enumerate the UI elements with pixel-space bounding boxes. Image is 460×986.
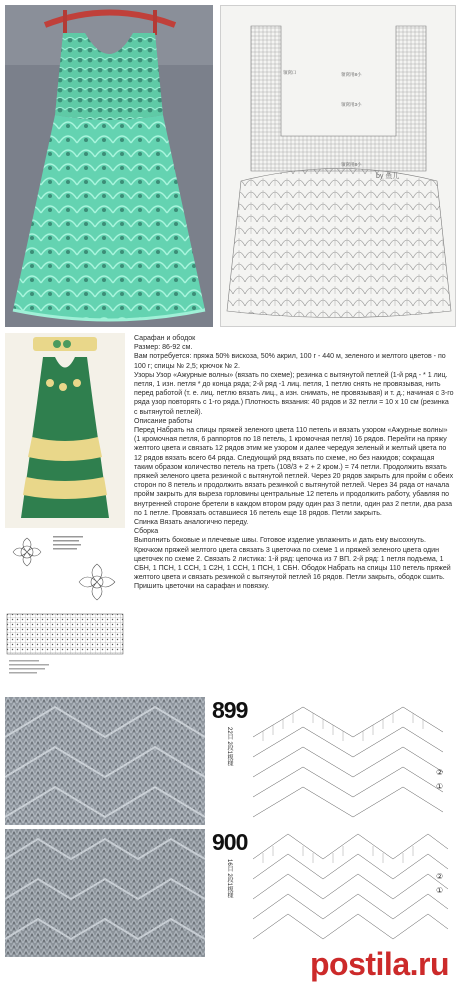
row-mark: ① bbox=[436, 782, 444, 791]
flower-motif-diagrams bbox=[5, 530, 125, 610]
article-assembly-heading: Сборка bbox=[134, 528, 159, 536]
pattern-description bbox=[134, 334, 454, 694]
swatch-900-texture bbox=[5, 829, 205, 957]
chart-label: 領窝用8小 bbox=[341, 72, 362, 77]
pattern-number-900 bbox=[210, 829, 250, 959]
knitting-grid-chart bbox=[5, 612, 125, 692]
crochet-diagram-899 bbox=[248, 697, 455, 827]
article-patterns: Узоры Узор «Ажурные волны» (вязать по схеме); резинка с вытянутой петлей (1-й ряд - * 1 лиц. петля, 1 изн. петля * до конца ряда; 2-й ряд -1 лиц. петля, 1 петлю снять не провязывая, нить перед работой (т. е. лиц. петлю вязать лиц., а изн. снимать, не провязывая) и т. д.; начиная с 3-го ряда узор повторять с 1-го ряда.) Плотность вязания: 40 рядов и 32 петли = 10 х 10 см (резинка с вытянутой петлей). bbox=[134, 371, 454, 416]
article-section-heading: Описание работы bbox=[134, 417, 193, 425]
article-size: Размер: 86-92 см. bbox=[134, 344, 193, 352]
article-title: Сарафан и ободок bbox=[134, 335, 196, 342]
pattern-number-899 bbox=[210, 697, 250, 827]
chart-yoke-drawing bbox=[221, 6, 456, 327]
watermark-text: postila.ru bbox=[309, 946, 449, 982]
row-mark: ② bbox=[436, 768, 444, 777]
article-front: Перед Набрать на спицы пряжей зеленого цвета 110 петель и вязать узором «Ажурные волны» (1 кромочная петля, 6 раппортов по 18 петель, 1 кромочная петля) 16 рядов. Перейти на пряжу желтого цвета и связать 12 рядов этим же узором и далее чередуя зеленый и желтый цвета по 12 рядов вязать всего 64 ряда. Следующий ряд вязать по схеме, но без накидов; сокращая таким образом количество петель на треть (108/3 + 2 + 2 кром.) = 74 петли. Продолжить вязать пряжей зеленого цвета резинкой с вытянутой петлей. Через 20 рядов закрыть для пройм с обеих сторон по 8 петель и продолжить вязать резинкой с вытянутой петлей. Через 34 ряда от начала пройм закрыть для выреза горловины центральные 12 петель и продолжить работу, убавляя по внутренней стороне бретели в каждом втором ряду один раз 3 петли, один раз 2 петли, два раза по 1 петле. Провязать оставшиеся 16 петель еще 18 рядов. Петли закрыть. bbox=[134, 427, 454, 517]
grid-drawing bbox=[5, 612, 125, 692]
row-mark: ① bbox=[436, 886, 444, 895]
photo-striped-sundress bbox=[5, 333, 125, 528]
site-watermark bbox=[240, 946, 455, 986]
pattern-repeat-note: 16目 2段1模様 bbox=[226, 859, 232, 899]
chart-label: 领窝用3小 bbox=[341, 102, 362, 107]
chart-signature: by 鱼儿 bbox=[376, 173, 400, 180]
sundress-illustration bbox=[5, 333, 125, 528]
pattern-number: 899 bbox=[212, 697, 248, 723]
knit-swatch-899 bbox=[5, 697, 205, 825]
pattern-repeat-note: 22目 2段1模様 bbox=[226, 727, 232, 767]
pattern-number: 900 bbox=[212, 829, 248, 855]
chart-label: 领窝用8小 bbox=[341, 162, 362, 167]
chart-label: 领窝口 bbox=[283, 70, 297, 75]
knit-swatch-900 bbox=[5, 829, 205, 957]
row-mark: ② bbox=[436, 872, 444, 881]
article-materials: Вам потребуется: пряжа 50% вискоза, 50% акрил, 100 г - 440 м, зеленого и желтого цветов - по 100 г; спицы № 2,5; крючок № 2. bbox=[134, 353, 446, 370]
article-back: Спинка Вязать аналогично переду. bbox=[134, 519, 249, 527]
diagram-899-drawing bbox=[248, 697, 455, 827]
swatch-899-texture bbox=[5, 697, 205, 825]
article-assembly: Выполнить боковые и плечевые швы. Готовое изделие увлажнить и дать ему высохнуть. Крючком пряжей желтого цвета связать 3 цветочка по схеме 1 и пряжей зеленого цвета один цветочек по схеме 2. Связать 2 листика: 1-й ряд: цепочка из 7 ВП. 2-й ряд: 1 петля подъема, 1 СБН, 1 ПСН, 1 ССН, 1 С2Н, 1 ССН, 1 ПСН, 1 СБН. Ободок Набрать на спицы 110 петель пряжей желтого цвета и связать резинкой с вытянутой петлей 16 рядов. Петли закрыть, ободок сшить. Пришить цветочки на сарафан и повязку. bbox=[134, 537, 451, 591]
diagram-900-drawing bbox=[248, 829, 455, 959]
crochet-chart-yoke bbox=[220, 5, 456, 327]
dress-illustration bbox=[5, 5, 213, 327]
crochet-diagram-900 bbox=[248, 829, 455, 959]
motif-drawing bbox=[5, 530, 125, 610]
photo-mint-dress bbox=[5, 5, 213, 327]
